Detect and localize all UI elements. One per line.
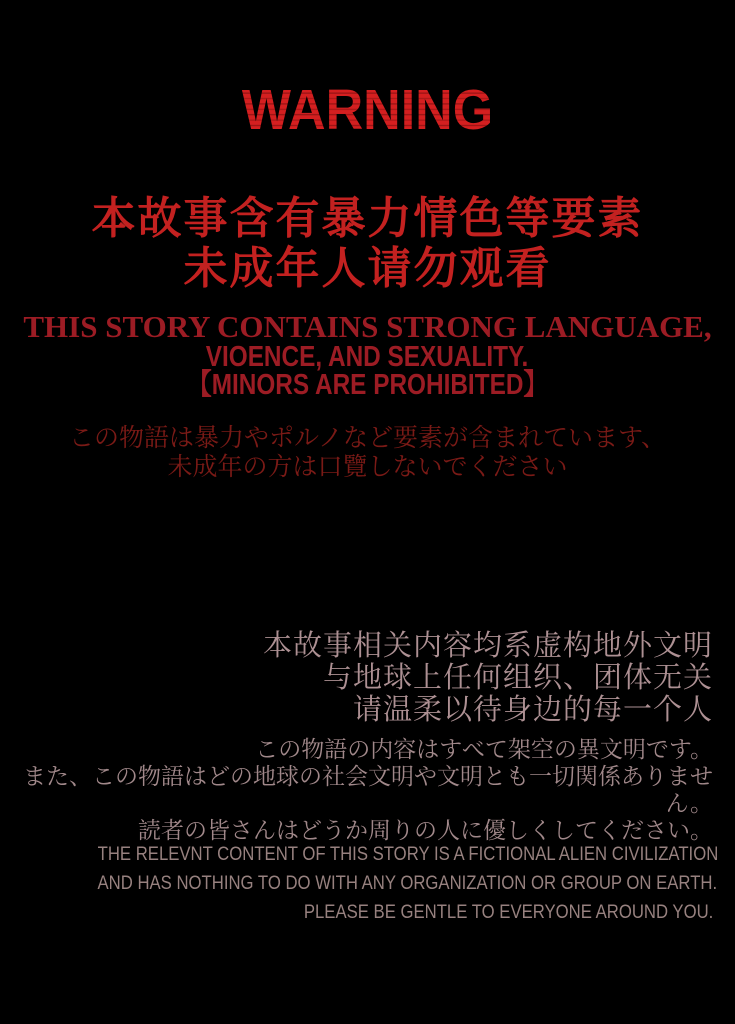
disclaimer-jp-line-3: 読者の皆さんはどうか周りの人に優しくしてください。 <box>138 817 713 843</box>
disclaimer-jp-line-1: この物語の内容はすべて架空の異文明です。 <box>255 736 713 762</box>
notice-jp <box>0 424 735 482</box>
disclaimer-en-line-2: AND HAS NOTHING TO DO WITH ANY ORGANIZATION OR GROUP ON EARTH. <box>97 873 718 894</box>
disclaimer-cn-line-2: 与地球上任何组织、团体无关 <box>322 662 713 694</box>
notice-jp-line-1: この物語は暴力やポルノなど要素が含まれています、 <box>68 424 666 452</box>
disclaimer-en <box>13 840 719 927</box>
notice-en-line-minors: 【MINORS ARE PROHIBITED】 <box>187 369 548 401</box>
notice-en-line-language: THIS STORY CONTAINS STRONG LANGUAGE, <box>23 309 712 344</box>
disclaimer-cn-line-1: 本故事相关内容均系虚构地外文明 <box>262 630 713 662</box>
disclaimer-cn-line-3: 请温柔以待身边的每一个人 <box>352 694 713 726</box>
disclaimer-cn <box>13 630 713 726</box>
warning-title: WARNING <box>0 78 735 143</box>
headline-cn <box>0 194 735 294</box>
disclaimer-jp-line-2: また、この物語はどの地球の社会文明や文明とも一切関係ありません。 <box>23 763 713 816</box>
headline-cn-line-2: 未成年人请勿观看 <box>183 244 552 293</box>
disclaimer-jp <box>13 736 713 844</box>
notice-en-line-violence: VIOENCE, AND SEXUALITY. <box>206 341 529 373</box>
disclaimer-en-line-1: THE RELEVNT CONTENT OF THIS STORY IS A FICTIONAL ALIEN CIVILIZATION <box>97 844 719 865</box>
disclaimer-en-line-3: PLEASE BE GENTLE TO EVERYONE AROUND YOU. <box>303 902 713 923</box>
notice-en <box>0 311 735 399</box>
headline-cn-line-1: 本故事含有暴力情色等要素 <box>91 194 644 243</box>
notice-jp-line-2: 未成年の方は口覽しないでください <box>167 453 568 481</box>
